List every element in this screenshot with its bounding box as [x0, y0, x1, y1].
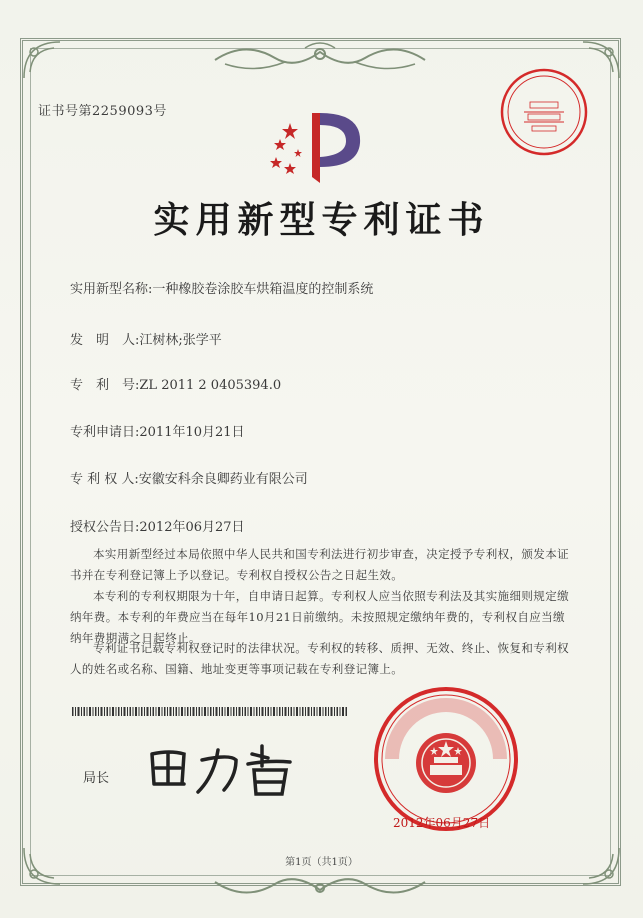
field-utility-model-name	[70, 278, 373, 297]
field-patent-number	[70, 374, 281, 393]
field-value: 2011年10月21日	[139, 425, 245, 440]
top-ornament	[205, 40, 435, 80]
body-paragraph: 本实用新型经过本局依照中华人民共和国专利法进行初步审查，决定授予专利权，颁发本证书并在专利登记簿上予以登记。专利权自授权公告之日起生效。	[70, 547, 569, 582]
seal-date: 2012年06月27日	[393, 816, 491, 830]
field-value: 一种橡胶卷涂胶车烘箱温度的控制系统	[152, 282, 374, 297]
body-paragraph: 专利证书记载专利权登记时的法律状况。专利权的转移、质押、无效、终止、恢复和专利权人的姓名或名称、国籍、地址变更等事项记载在专利登记簿上。	[70, 641, 569, 676]
field-label: 专 利 权 人:	[70, 472, 139, 487]
body-paragraph: 本专利的专利权期限为十年，自申请日起算。专利权人应当依照专利法及其实施细则规定缴纳年费。本专利的年费应当在每年10月21日前缴纳。未按照规定缴纳年费的，专利权自应当缴纳年费期满之日起终止。	[70, 589, 569, 645]
field-application-date	[70, 421, 245, 440]
page-number: 第1页（共1页）	[285, 857, 358, 868]
field-label: 专利申请日:	[70, 425, 140, 440]
bottom-ornament	[205, 868, 435, 902]
certificate-number: 证书号第2259093号	[38, 104, 167, 119]
field-label: 发 明 人:	[70, 333, 140, 348]
field-value: 安徽安科余良卿药业有限公司	[138, 472, 308, 487]
tax-stamp	[498, 66, 590, 158]
field-patentee	[70, 468, 308, 487]
field-inventors	[70, 329, 222, 348]
field-label: 专 利 号:	[70, 378, 140, 393]
official-seal	[372, 685, 520, 833]
certificate-title: 实用新型专利证书	[153, 199, 490, 241]
field-value: 江树林;张学平	[139, 333, 222, 348]
field-label: 授权公告日:	[70, 520, 140, 535]
field-grant-date	[70, 516, 245, 535]
corner-ornament-tl	[20, 38, 80, 98]
sipo-logo	[262, 105, 372, 185]
field-value: ZL 2011 2 0405394.0	[139, 378, 282, 393]
barcode	[72, 707, 348, 716]
field-value: 2012年06月27日	[139, 520, 245, 535]
field-label: 实用新型名称:	[70, 282, 153, 297]
director-label: 局长	[83, 771, 110, 786]
director-signature	[140, 740, 310, 800]
